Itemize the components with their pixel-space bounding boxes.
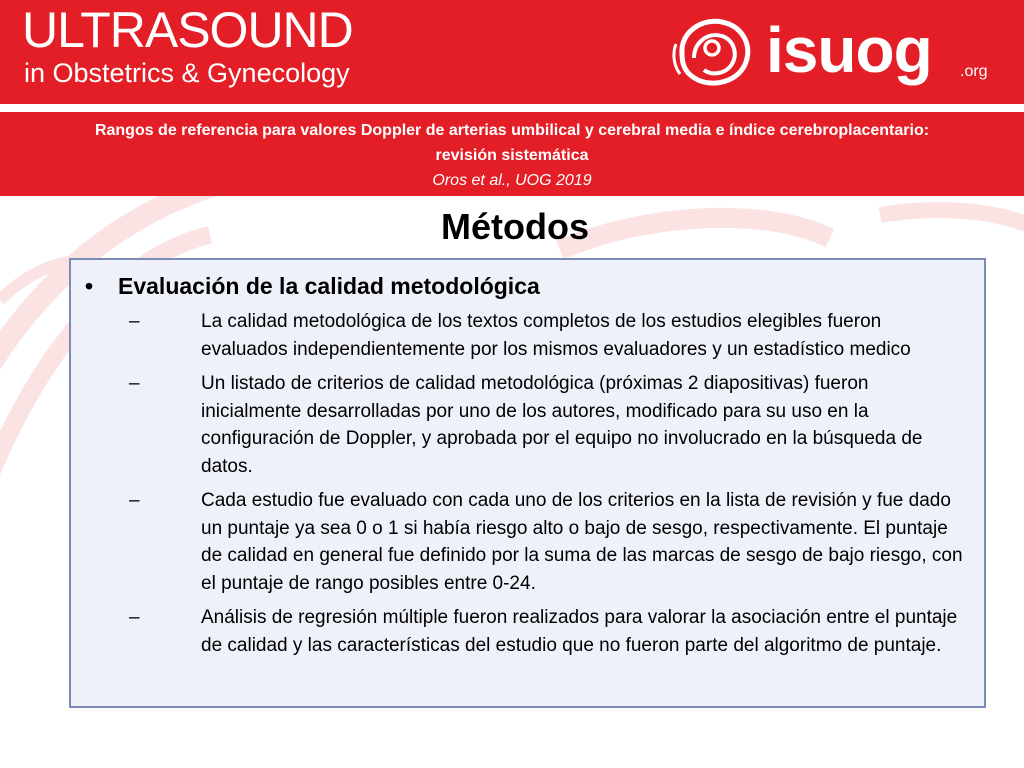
sub-item-list	[81, 308, 966, 659]
isuog-wordmark: isuog	[766, 14, 932, 86]
isuog-domain: .org	[960, 63, 988, 80]
paper-title: Rangos de referencia para valores Doppler de arterias umbilical y cerebral media e índice cerebroplacentario: revisión sistemática	[94, 122, 930, 164]
list-item	[81, 308, 966, 363]
list-item	[81, 604, 966, 659]
dash-marker: –	[129, 373, 140, 394]
list-item-text: Un listado de criterios de calidad metodológica (próximas 2 diapositivas) fueron inicialmente desarrolladas por uno de los autores, modificado para su uso en la configuración de Doppler, y aprobada por el equipo no involucrado en la búsqueda de datos.	[201, 373, 923, 477]
list-item-text: Cada estudio fue evaluado con cada uno de los criterios en la lista de revisión y fue dado un puntaje ya sea 0 o 1 si había riesgo alto o bajo de sesgo, respectivamente. El puntaje de calidad en general fue definido por la suma de las marcas de sesgo de bajo riesgo, con el puntaje de rango posibles entre 0-24.	[201, 490, 963, 594]
list-item-text: Análisis de regresión múltiple fueron realizados para valorar la asociación entre el puntaje de calidad y las características del estudio que no fueron parte del algoritmo de puntaje.	[201, 607, 958, 656]
bullet-heading: Evaluación de la calidad metodológica	[118, 273, 540, 299]
dash-marker: –	[129, 490, 140, 511]
isuog-fetus-logo-icon	[672, 14, 756, 90]
journal-subtitle: in Obstetrics & Gynecology	[24, 58, 350, 88]
section-heading: Métodos	[441, 206, 589, 247]
bullet-marker: •	[85, 273, 94, 299]
dash-marker: –	[129, 311, 140, 332]
bullet-item	[81, 272, 966, 300]
list-item	[81, 487, 966, 597]
list-item-text: La calidad metodológica de los textos completos de los estudios elegibles fueron evaluados independientemente por los mismos evaluadores y un estadístico medico	[201, 311, 911, 360]
methods-content-box	[69, 258, 986, 708]
journal-title: ULTRASOUND	[22, 2, 353, 58]
journal-header	[0, 0, 1024, 104]
paper-citation: Oros et al., UOG 2019	[432, 172, 592, 189]
list-item	[81, 370, 966, 480]
paper-title-band	[0, 112, 1024, 196]
isuog-brand	[672, 10, 992, 94]
dash-marker: –	[129, 607, 140, 628]
